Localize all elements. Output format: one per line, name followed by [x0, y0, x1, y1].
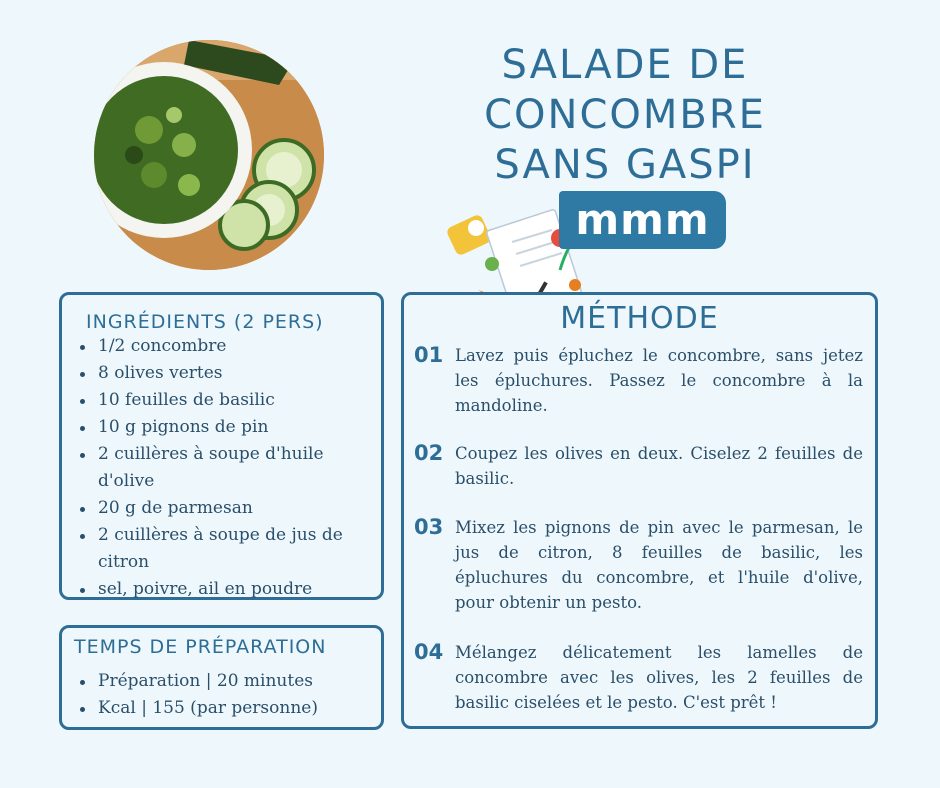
- list-item: 10 g pignons de pin: [76, 414, 366, 441]
- list-item: sel, poivre, ail en poudre: [76, 576, 366, 603]
- list-item: 20 g de parmesan: [76, 495, 366, 522]
- step-text: Mélangez délicatement les lamelles de concombre avec les olives, les 2 feuilles de basilic ciselées et le pesto. C'est prêt !: [455, 643, 863, 712]
- step-text: Mixez les pignons de pin avec le parmesan, le jus de citron, 8 feuilles de basilic, les épluchures du concombre, et l'huile d'olive, pour obtenir un pesto.: [455, 518, 863, 612]
- list-item: 2 cuillères à soupe d'huile d'olive: [76, 441, 366, 495]
- prep-heading: TEMPS DE PRÉPARATION: [74, 636, 327, 658]
- step-number: 02: [414, 441, 444, 465]
- prep-list: [76, 668, 376, 722]
- list-item: 10 feuilles de basilic: [76, 387, 366, 414]
- list-item: Kcal | 155 (par personne): [76, 695, 376, 722]
- ingredients-list: [76, 333, 366, 603]
- title-line-1: SALADE DE CONCOMBRE: [484, 42, 766, 138]
- step-number: 04: [414, 640, 444, 664]
- list-item: 2 cuillères à soupe de jus de citron: [76, 522, 366, 576]
- step-text: Coupez les olives en deux. Ciselez 2 feuilles de basilic.: [455, 444, 863, 488]
- list-item: 1/2 concombre: [76, 333, 366, 360]
- step-text: Lavez puis épluchez le concombre, sans jetez les épluchures. Passez le concombre à la mandoline.: [455, 346, 863, 415]
- method-heading: MÉTHODE: [560, 301, 719, 336]
- salad-photo: [94, 40, 324, 270]
- list-item: Préparation | 20 minutes: [76, 668, 376, 695]
- step-number: 03: [414, 515, 444, 539]
- method-card: [401, 292, 878, 729]
- ingredients-heading: INGRÉDIENTS (2 PERS): [86, 311, 324, 333]
- prep-time-card: [59, 625, 384, 730]
- list-item: 8 olives vertes: [76, 360, 366, 387]
- ingredients-card: [59, 292, 384, 600]
- brand-logo: mmm: [559, 191, 726, 249]
- title-line-2: SANS GASPI: [494, 142, 756, 188]
- step-number: 01: [414, 343, 444, 367]
- recipe-title: [360, 40, 890, 190]
